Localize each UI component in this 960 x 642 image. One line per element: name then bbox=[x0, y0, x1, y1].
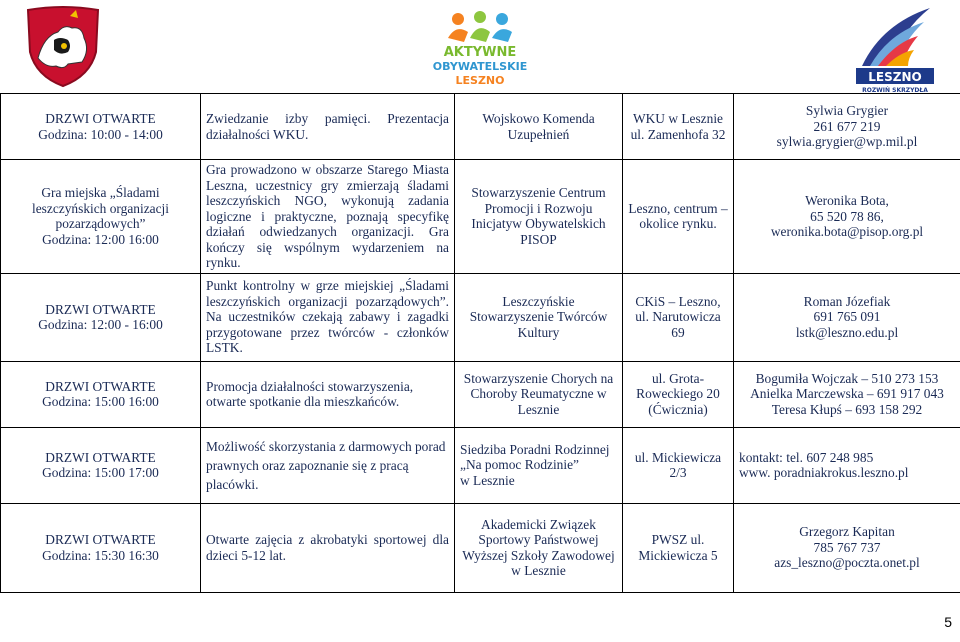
contact-email[interactable]: weronika.bota@pisop.org.pl bbox=[770, 224, 924, 239]
time-cell bbox=[1, 273, 201, 361]
description-cell bbox=[201, 361, 455, 427]
table-row bbox=[1, 361, 960, 427]
contact-phone: Anielka Marczewska – 691 917 043 bbox=[750, 386, 944, 402]
contact-person: Weronika Bota, bbox=[805, 193, 889, 208]
contact-phone: Bogumiła Wojczak – 510 273 153 bbox=[755, 370, 939, 386]
event-type: DRZWI OTWARTE bbox=[45, 449, 156, 465]
event-description: Promocja działalności stowarzyszenia, otwarte spotkanie dla mieszkańców. bbox=[206, 378, 414, 409]
contact-phone: 65 520 78 86, bbox=[810, 208, 884, 224]
contact-person: Sylwia Grygier bbox=[805, 103, 889, 119]
location-cell bbox=[623, 94, 734, 160]
event-hours: Godzina: 15:30 16:30 bbox=[42, 547, 159, 563]
organizer-name: Akademicki Związek Sportowy Państwowej Wyższej Szkoły Zawodowej w Lesznie bbox=[462, 516, 615, 578]
table-row bbox=[1, 503, 960, 592]
event-description: Zwiedzanie izby pamięci. Prezentacja działalności WKU. bbox=[206, 111, 449, 142]
table-row bbox=[1, 94, 960, 160]
location-cell bbox=[623, 427, 734, 503]
contact-email[interactable]: azs_leszno@poczta.onet.pl bbox=[774, 555, 920, 571]
organizer-cell bbox=[455, 94, 623, 160]
contact-person: Roman Józefiak bbox=[803, 293, 891, 309]
organizer-cell bbox=[455, 273, 623, 361]
contact-phone: kontakt: tel. 607 248 985 bbox=[739, 449, 874, 465]
contact-cell bbox=[734, 427, 960, 503]
contact-cell bbox=[734, 160, 960, 274]
location-name: ul. Grota-Roweckiego 20 (Ćwicznia) bbox=[636, 370, 720, 417]
aktywne-obywatelskie-leszno-logo bbox=[418, 10, 542, 90]
page-number: 5 bbox=[944, 614, 952, 630]
event-description: Otwarte zajęcia z akrobatyki sportowej dla dzieci 5-12 lat. bbox=[206, 532, 449, 563]
event-hours: Godzina: 15:00 16:00 bbox=[42, 394, 159, 409]
description-cell bbox=[201, 94, 455, 160]
organizer-name: Stowarzyszenie Chorych na Choroby Reumatyczne w Lesznie bbox=[463, 370, 614, 417]
leszno-rozwin-skrzydla-logo bbox=[852, 4, 938, 94]
time-cell bbox=[1, 503, 201, 592]
location-name: ul. Mickiewicza 2/3 bbox=[634, 449, 722, 480]
event-description: Możliwość skorzystania z darmowych porad prawnych oraz zapoznanie się z pracą placówki. bbox=[206, 438, 446, 492]
description-cell bbox=[201, 160, 455, 274]
description-cell bbox=[201, 427, 455, 503]
contact-cell bbox=[734, 94, 960, 160]
aktywne-line2: OBYWATELSKIE bbox=[432, 60, 528, 73]
contact-phone: Teresa Kłupś – 693 158 292 bbox=[771, 401, 923, 417]
leszno-crest-logo bbox=[24, 6, 102, 88]
event-description: Punkt kontrolny w grze miejskiej „Śladami leszczyńskich organizacji pozarządowych”. Na uczestników czekają zabawy i zagadki przygotowane przez twórców - członków LSTK. bbox=[206, 278, 449, 356]
contact-cell bbox=[734, 503, 960, 592]
event-hours: Godzina: 12:00 16:00 bbox=[42, 231, 159, 247]
location-cell bbox=[623, 160, 734, 274]
aktywne-line1: AKTYWNE bbox=[443, 45, 517, 60]
contact-email[interactable]: lstk@leszno.edu.pl bbox=[795, 324, 899, 340]
leszno-logo-word: LESZNO bbox=[868, 70, 922, 84]
organizer-name-cont: Uzupełnień bbox=[507, 126, 570, 142]
organizer-cell bbox=[455, 160, 623, 274]
organizer-name: Wojskowo Komenda bbox=[482, 111, 595, 126]
table-row bbox=[1, 273, 960, 361]
event-hours: Godzina: 15:00 17:00 bbox=[42, 465, 159, 480]
contact-cell bbox=[734, 273, 960, 361]
event-type: DRZWI OTWARTE bbox=[45, 378, 156, 394]
location-cell bbox=[623, 273, 734, 361]
contact-phone: 261 677 219 bbox=[813, 118, 881, 134]
event-hours: Godzina: 12:00 - 16:00 bbox=[38, 317, 163, 332]
location-name: WKU w Lesznie bbox=[633, 111, 723, 126]
location-name: CKiS – Leszno, ul. Narutowicza 69 bbox=[635, 293, 721, 340]
location-cell bbox=[623, 361, 734, 427]
time-cell bbox=[1, 361, 201, 427]
event-type: DRZWI OTWARTE bbox=[45, 111, 156, 126]
organizer-name: Stowarzyszenie Centrum Promocji i Rozwoju Inicjatyw Obywatelskich PISOP bbox=[471, 185, 606, 247]
organizer-cell bbox=[455, 361, 623, 427]
event-type: DRZWI OTWARTE bbox=[45, 532, 156, 547]
location-name: Leszno, centrum – okolice rynku. bbox=[628, 200, 728, 232]
time-cell bbox=[1, 94, 201, 160]
table-row bbox=[1, 160, 960, 274]
description-cell bbox=[201, 273, 455, 361]
organizer-cell bbox=[455, 503, 623, 592]
time-cell bbox=[1, 427, 201, 503]
organizer-city: w Lesznie bbox=[460, 472, 515, 488]
organizer-name: Leszczyńskie Stowarzyszenie Twórców Kultury bbox=[469, 293, 608, 340]
location-cell bbox=[623, 503, 734, 592]
aktywne-line3: LESZNO bbox=[455, 74, 505, 87]
event-type: Gra miejska „Śladami leszczyńskich organizacji pozarządowych” bbox=[32, 185, 169, 232]
contact-person: Grzegorz Kapitan bbox=[799, 524, 895, 540]
contact-phone: 785 767 737 bbox=[813, 539, 881, 555]
time-cell bbox=[1, 160, 201, 274]
event-hours: Godzina: 10:00 - 14:00 bbox=[38, 126, 163, 142]
location-address: ul. Zamenhofa 32 bbox=[630, 126, 726, 142]
description-cell bbox=[201, 503, 455, 592]
contact-website[interactable]: www. poradniakrokus.leszno.pl bbox=[739, 465, 909, 480]
contact-email[interactable]: sylwia.grygier@wp.mil.pl bbox=[776, 134, 918, 150]
contact-phone: 691 765 091 bbox=[813, 309, 881, 325]
events-schedule-table bbox=[0, 93, 960, 593]
organizer-name: Siedziba Poradni Rodzinnej „Na pomoc Rodzinie” bbox=[460, 441, 610, 473]
location-name: PWSZ ul. Mickiewicza 5 bbox=[638, 532, 718, 563]
leszno-logo-tagline: ROZWIŃ SKRZYDŁA bbox=[862, 87, 928, 94]
organizer-cell bbox=[455, 427, 623, 503]
table-row bbox=[1, 427, 960, 503]
event-type: DRZWI OTWARTE bbox=[45, 301, 156, 317]
event-description: Gra prowadzono w obszarze Starego Miasta Leszna, uczestnicy gry zmierzają śladami leszczyńskich NGO, wykonują zadania logiczne i praktyczne, poznają specyfikę działań odwiedzanych organizacji. Gra kończy się wspólnym wydarzeniem na rynku. bbox=[206, 162, 449, 270]
contact-cell bbox=[734, 361, 960, 427]
